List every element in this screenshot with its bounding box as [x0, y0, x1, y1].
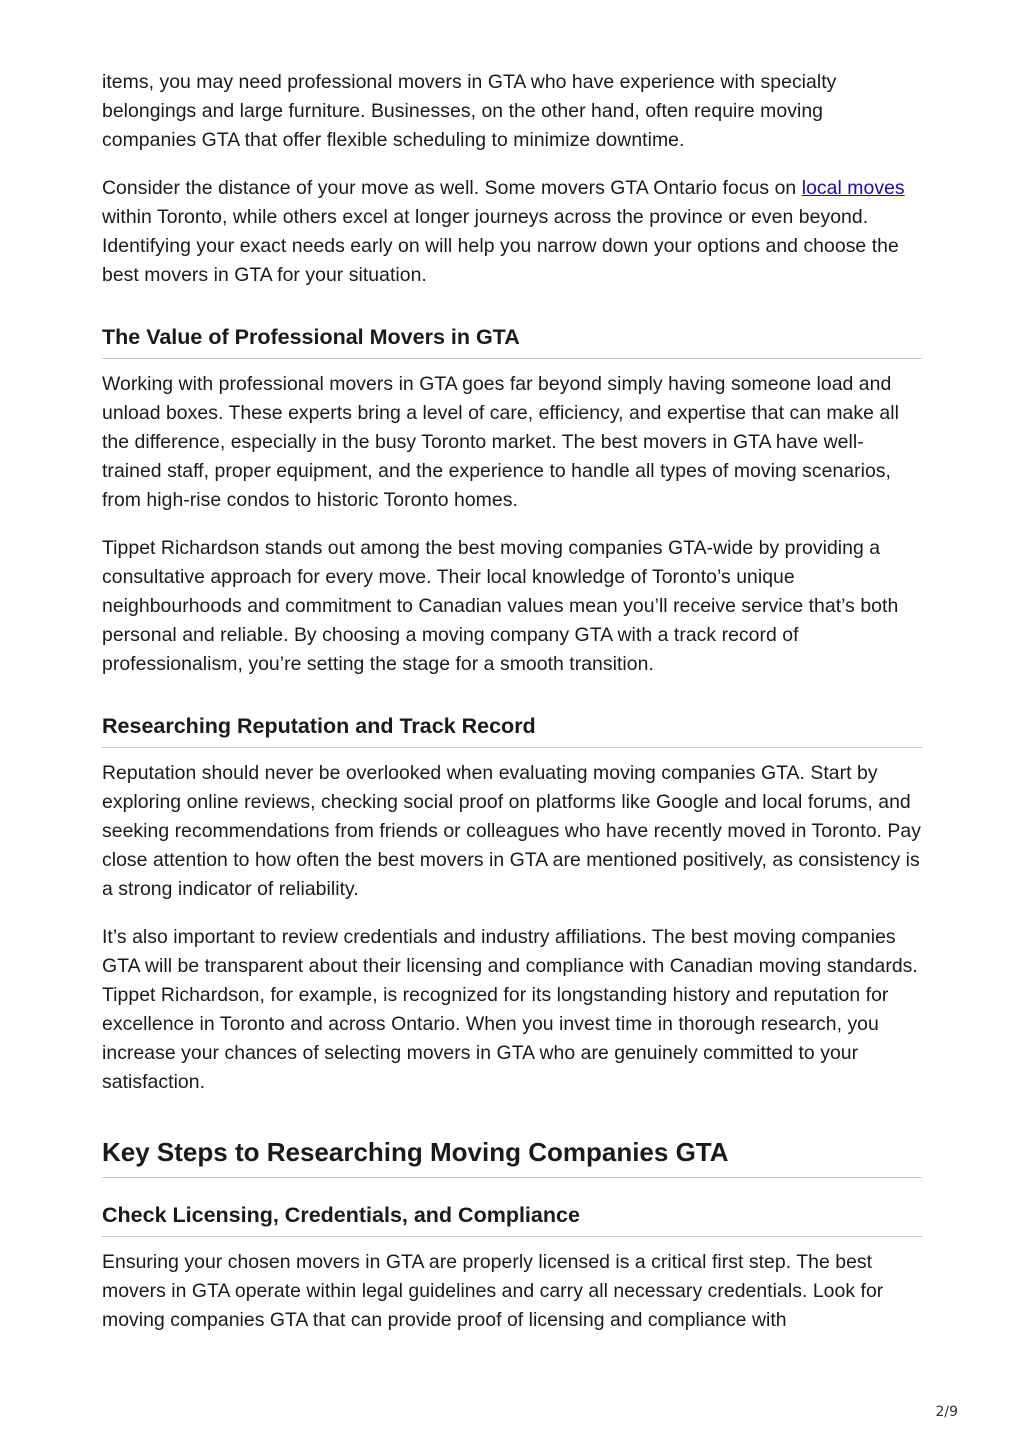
- paragraph-reputation: Reputation should never be overlooked when evaluating moving companies GTA. Start by exploring online reviews, checking social proof on platforms like Google and local forums, and seeking recommendations from friends or colleagues who have recently moved in Toronto. Pay close attention to how often the best movers in GTA are mentioned positively, as consistency is a strong indicator of reliability.: [102, 762, 921, 900]
- heading-key-steps: Key Steps to Researching Moving Companies GTA: [102, 1135, 922, 1178]
- paragraph-specialty-items: items, you may need professional movers in GTA who have experience with specialty belongings and large furniture. Businesses, on the other hand, often require moving companies GTA that offer flexible scheduling to minimize downtime.: [102, 71, 837, 151]
- paragraph-licensing: Ensuring your chosen movers in GTA are properly licensed is a critical first step. The best movers in GTA operate within legal guidelines and carry all necessary credentials. Look for moving companies GTA that can provide proof of licensing and compliance with: [102, 1251, 884, 1331]
- paragraph-tippet-richardson: Tippet Richardson stands out among the best moving companies GTA-wide by providing a consultative approach for every move. Their local knowledge of Toronto’s unique neighbourhoods and commitment to Canadian values mean you’ll receive service that’s both personal and reliable. By choosing a moving company GTA with a track record of professionalism, you’re setting the stage for a smooth transition.: [102, 537, 899, 675]
- paragraph-distance: [102, 174, 922, 290]
- heading-check-licensing: Check Licensing, Credentials, and Compliance: [102, 1200, 922, 1237]
- page-number: 2/9: [935, 1404, 958, 1420]
- paragraph-distance-text-start: Consider the distance of your move as well. Some movers GTA Ontario focus on: [102, 177, 802, 199]
- heading-researching-reputation: Researching Reputation and Track Record: [102, 711, 922, 748]
- paragraph-working-with-movers: Working with professional movers in GTA goes far beyond simply having someone load and unload boxes. These experts bring a level of care, efficiency, and expertise that can make all the difference, especially in the busy Toronto market. The best movers in GTA have well-trained staff, proper equipment, and the experience to handle all types of moving scenarios, from high-rise condos to historic Toronto homes.: [102, 373, 899, 511]
- paragraph-credentials: It’s also important to review credentials and industry affiliations. The best moving companies GTA will be transparent about their licensing and compliance with Canadian moving standards. Tippet Richardson, for example, is recognized for its longstanding history and reputation for excellence in Toronto and across Ontario. When you invest time in thorough research, you increase your chances of selecting movers in GTA who are genuinely committed to your satisfaction.: [102, 926, 918, 1093]
- paragraph-distance-text-end: within Toronto, while others excel at longer journeys across the province or even beyond. Identifying your exact needs early on will help you narrow down your options and choose the best movers in GTA for your situation.: [102, 206, 899, 286]
- local-moves-link[interactable]: local moves: [801, 177, 905, 199]
- document-page: [102, 68, 922, 1354]
- heading-value-of-professional-movers: The Value of Professional Movers in GTA: [102, 322, 922, 359]
